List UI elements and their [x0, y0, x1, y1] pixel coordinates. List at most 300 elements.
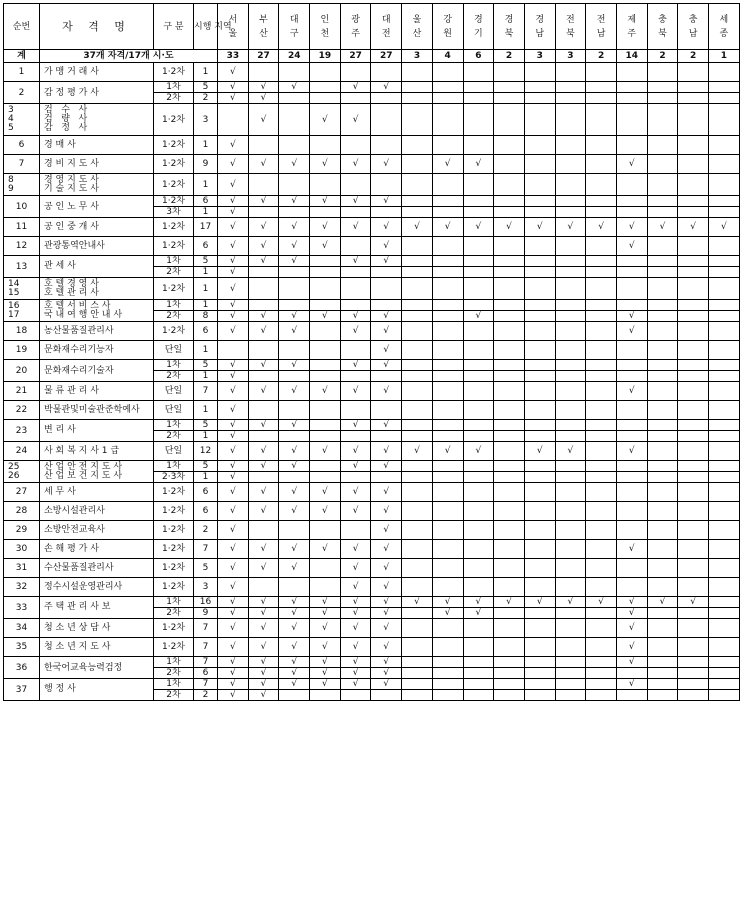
check-mark: √ — [310, 540, 341, 559]
row-name — [40, 104, 154, 136]
table-row — [4, 218, 740, 237]
check-mark: √ — [279, 559, 310, 578]
check-cell — [524, 371, 555, 382]
check-cell — [340, 371, 371, 382]
row-type: 2차 — [154, 93, 194, 104]
check-cell — [555, 559, 586, 578]
row-name: 주 택 관 리 사 보 — [40, 597, 154, 619]
check-mark: √ — [616, 218, 647, 237]
table-row — [4, 461, 740, 472]
check-cell — [555, 420, 586, 431]
check-cell — [555, 136, 586, 155]
city-char-bottom: 남 — [596, 28, 606, 39]
check-cell — [463, 196, 494, 207]
check-cell — [432, 341, 463, 360]
check-mark: √ — [218, 502, 249, 521]
row-name: 감 정 평 가 사 — [40, 82, 154, 104]
row-count: 9 — [194, 155, 218, 174]
check-cell — [709, 559, 740, 578]
check-mark: √ — [248, 597, 279, 608]
check-cell — [494, 472, 525, 483]
total-row — [4, 50, 740, 63]
check-cell — [678, 207, 709, 218]
check-cell — [494, 136, 525, 155]
check-mark: √ — [310, 483, 341, 502]
check-cell — [616, 207, 647, 218]
check-mark: √ — [524, 218, 555, 237]
check-mark: √ — [616, 638, 647, 657]
row-type: 2차 — [154, 311, 194, 322]
row-count: 8 — [194, 311, 218, 322]
check-cell — [709, 104, 740, 136]
check-cell — [555, 578, 586, 597]
check-cell — [402, 502, 433, 521]
check-mark: √ — [463, 218, 494, 237]
check-cell — [402, 63, 433, 82]
check-mark: √ — [432, 442, 463, 461]
row-type: 2차 — [154, 608, 194, 619]
row-count: 1 — [194, 207, 218, 218]
city-char-bottom: 종 — [719, 28, 729, 39]
check-cell — [494, 578, 525, 597]
check-cell — [678, 237, 709, 256]
city-char-top: 인 — [320, 14, 330, 25]
check-cell — [709, 521, 740, 540]
check-mark: √ — [218, 679, 249, 690]
check-mark: √ — [218, 521, 249, 540]
check-cell — [709, 341, 740, 360]
header-city — [524, 4, 555, 50]
row-count: 1 — [194, 300, 218, 311]
check-cell — [279, 278, 310, 300]
check-cell — [494, 207, 525, 218]
check-cell — [463, 472, 494, 483]
check-cell — [709, 483, 740, 502]
table-row — [4, 174, 740, 196]
check-cell — [402, 136, 433, 155]
name-line: 감 정 사 — [44, 123, 88, 133]
table-row — [4, 382, 740, 401]
table-row — [4, 401, 740, 420]
check-cell — [340, 278, 371, 300]
check-cell — [616, 278, 647, 300]
check-cell — [616, 401, 647, 420]
check-mark: √ — [218, 256, 249, 267]
check-cell — [616, 690, 647, 701]
check-mark: √ — [310, 657, 341, 668]
row-seq: 12 — [4, 237, 40, 256]
city-char-top: 강 — [443, 14, 452, 25]
row-type: 1·2차 — [154, 218, 194, 237]
check-cell — [494, 196, 525, 207]
table-row — [4, 578, 740, 597]
row-type: 1차 — [154, 300, 194, 311]
row-name: 공 인 노 무 사 — [40, 196, 154, 218]
check-cell — [678, 690, 709, 701]
city-char-bottom: 구 — [289, 28, 299, 39]
check-cell — [310, 431, 341, 442]
check-cell — [432, 63, 463, 82]
check-cell — [524, 196, 555, 207]
check-cell — [524, 483, 555, 502]
check-cell — [463, 657, 494, 668]
check-mark: √ — [248, 619, 279, 638]
table-row — [4, 679, 740, 690]
check-mark: √ — [218, 82, 249, 93]
check-cell — [647, 420, 678, 431]
check-mark: √ — [432, 608, 463, 619]
check-cell — [248, 371, 279, 382]
row-count: 1 — [194, 341, 218, 360]
check-mark: √ — [616, 155, 647, 174]
header-city — [616, 4, 647, 50]
total-value: 14 — [616, 50, 647, 63]
check-mark: √ — [310, 608, 341, 619]
check-mark: √ — [310, 155, 341, 174]
check-cell — [678, 382, 709, 401]
check-cell — [647, 638, 678, 657]
check-cell — [279, 300, 310, 311]
check-cell — [402, 578, 433, 597]
row-type: 단일 — [154, 401, 194, 420]
check-cell — [524, 382, 555, 401]
check-cell — [279, 63, 310, 82]
check-cell — [647, 322, 678, 341]
check-cell — [524, 401, 555, 420]
check-mark: √ — [248, 155, 279, 174]
check-cell — [678, 311, 709, 322]
check-cell — [709, 431, 740, 442]
check-cell — [524, 472, 555, 483]
header-city — [371, 4, 402, 50]
row-type: 1·2차 — [154, 136, 194, 155]
row-count: 2 — [194, 93, 218, 104]
header-type: 구 분 — [154, 4, 194, 50]
row-type: 2차 — [154, 668, 194, 679]
row-name: 세 무 사 — [40, 483, 154, 502]
check-cell — [586, 679, 617, 690]
check-cell — [586, 382, 617, 401]
row-name: 행 정 사 — [40, 679, 154, 701]
total-value: 2 — [586, 50, 617, 63]
check-cell — [279, 371, 310, 382]
row-type: 1·2차 — [154, 322, 194, 341]
check-cell — [310, 472, 341, 483]
header-count: 시행 지역 — [194, 4, 218, 50]
check-cell — [678, 82, 709, 93]
check-cell — [647, 690, 678, 701]
check-cell — [340, 690, 371, 701]
table-row — [4, 63, 740, 82]
row-count: 6 — [194, 668, 218, 679]
check-cell — [555, 472, 586, 483]
check-cell — [432, 521, 463, 540]
row-seq: 6 — [4, 136, 40, 155]
row-seq: 27 — [4, 483, 40, 502]
check-cell — [494, 502, 525, 521]
check-mark: √ — [248, 608, 279, 619]
check-mark: √ — [218, 540, 249, 559]
check-mark: √ — [340, 322, 371, 341]
row-type: 1차 — [154, 256, 194, 267]
check-cell — [432, 256, 463, 267]
check-cell — [432, 93, 463, 104]
check-mark: √ — [218, 63, 249, 82]
row-type: 1차 — [154, 597, 194, 608]
check-cell — [586, 578, 617, 597]
check-cell — [586, 472, 617, 483]
check-cell — [402, 196, 433, 207]
check-cell — [463, 431, 494, 442]
check-cell — [494, 401, 525, 420]
total-label: 37개 자격/17개 시·도 — [40, 50, 218, 63]
check-cell — [402, 267, 433, 278]
check-cell — [647, 461, 678, 472]
check-cell — [402, 174, 433, 196]
row-type: 1·2차 — [154, 196, 194, 207]
check-cell — [555, 93, 586, 104]
check-cell — [432, 311, 463, 322]
check-mark: √ — [218, 420, 249, 431]
check-cell — [310, 63, 341, 82]
check-mark: √ — [248, 218, 279, 237]
check-cell — [555, 431, 586, 442]
check-cell — [463, 237, 494, 256]
check-cell — [494, 311, 525, 322]
table-row — [4, 237, 740, 256]
check-cell — [402, 431, 433, 442]
row-seq: 10 — [4, 196, 40, 218]
check-cell — [647, 540, 678, 559]
check-cell — [371, 267, 402, 278]
check-cell — [463, 521, 494, 540]
check-cell — [586, 420, 617, 431]
seq-number: 4 — [8, 114, 14, 124]
row-seq: 23 — [4, 420, 40, 442]
check-cell — [402, 559, 433, 578]
check-mark: √ — [340, 502, 371, 521]
check-cell — [371, 690, 402, 701]
check-mark: √ — [218, 218, 249, 237]
check-mark: √ — [310, 668, 341, 679]
check-cell — [647, 401, 678, 420]
check-mark: √ — [340, 461, 371, 472]
check-cell — [524, 420, 555, 431]
check-cell — [586, 559, 617, 578]
row-name: 정수시설운영관리사 — [40, 578, 154, 597]
check-cell — [647, 341, 678, 360]
check-cell — [494, 82, 525, 93]
row-type: 3차 — [154, 207, 194, 218]
check-cell — [402, 420, 433, 431]
check-cell — [616, 63, 647, 82]
check-mark: √ — [310, 597, 341, 608]
row-count: 7 — [194, 540, 218, 559]
check-cell — [402, 382, 433, 401]
check-cell — [463, 668, 494, 679]
row-count: 16 — [194, 597, 218, 608]
check-cell — [463, 300, 494, 311]
check-cell — [279, 521, 310, 540]
check-cell — [432, 540, 463, 559]
check-mark: √ — [218, 638, 249, 657]
row-name: 소방시설관리사 — [40, 502, 154, 521]
name-line: 검 량 사 — [44, 114, 88, 124]
check-cell — [494, 540, 525, 559]
check-mark: √ — [340, 668, 371, 679]
check-cell — [494, 322, 525, 341]
check-mark: √ — [218, 311, 249, 322]
check-mark: √ — [340, 540, 371, 559]
check-mark: √ — [616, 679, 647, 690]
check-cell — [709, 502, 740, 521]
row-seq: 11 — [4, 218, 40, 237]
certification-table — [3, 3, 740, 701]
check-mark: √ — [586, 218, 617, 237]
check-cell — [402, 360, 433, 371]
check-mark: √ — [371, 608, 402, 619]
check-cell — [678, 668, 709, 679]
check-cell — [402, 657, 433, 668]
check-cell — [709, 401, 740, 420]
check-cell — [616, 578, 647, 597]
check-mark: √ — [310, 104, 341, 136]
row-name: 청 소 년 지 도 사 — [40, 638, 154, 657]
row-name: 한국어교육능력검정 — [40, 657, 154, 679]
check-cell — [586, 104, 617, 136]
check-cell — [463, 578, 494, 597]
check-cell — [432, 322, 463, 341]
table-row — [4, 322, 740, 341]
check-cell — [678, 578, 709, 597]
header-city — [432, 4, 463, 50]
row-seq — [4, 300, 40, 322]
total-value: 3 — [402, 50, 433, 63]
check-cell — [248, 521, 279, 540]
check-mark: √ — [218, 93, 249, 104]
check-cell — [279, 174, 310, 196]
row-seq: 2 — [4, 82, 40, 104]
check-mark: √ — [310, 196, 341, 207]
row-type: 단일 — [154, 442, 194, 461]
check-cell — [463, 483, 494, 502]
check-cell — [310, 559, 341, 578]
check-mark: √ — [371, 82, 402, 93]
check-cell — [494, 155, 525, 174]
check-cell — [524, 690, 555, 701]
check-cell — [463, 136, 494, 155]
check-mark: √ — [616, 597, 647, 608]
check-cell — [524, 174, 555, 196]
header-city — [709, 4, 740, 50]
check-cell — [555, 483, 586, 502]
check-cell — [463, 502, 494, 521]
row-type: 2·3차 — [154, 472, 194, 483]
check-cell — [463, 63, 494, 82]
city-char-top: 충 — [688, 14, 698, 25]
row-type: 1·2차 — [154, 174, 194, 196]
row-name: 경 매 사 — [40, 136, 154, 155]
total-value: 27 — [248, 50, 279, 63]
total-value: 27 — [340, 50, 371, 63]
row-type: 1·2차 — [154, 638, 194, 657]
check-cell — [524, 638, 555, 657]
check-mark: √ — [218, 136, 249, 155]
check-cell — [371, 136, 402, 155]
city-char-top: 경 — [535, 14, 545, 25]
row-type: 2차 — [154, 690, 194, 701]
check-cell — [709, 82, 740, 93]
check-cell — [709, 155, 740, 174]
row-seq: 32 — [4, 578, 40, 597]
check-cell — [709, 278, 740, 300]
check-mark: √ — [248, 483, 279, 502]
check-cell — [616, 420, 647, 431]
check-cell — [616, 136, 647, 155]
row-count: 12 — [194, 442, 218, 461]
check-cell — [248, 207, 279, 218]
check-cell — [524, 136, 555, 155]
check-mark: √ — [310, 679, 341, 690]
check-mark: √ — [340, 597, 371, 608]
check-cell — [586, 608, 617, 619]
check-cell — [494, 256, 525, 267]
check-cell — [678, 155, 709, 174]
check-cell — [647, 93, 678, 104]
check-cell — [555, 679, 586, 690]
check-mark: √ — [218, 155, 249, 174]
row-seq: 29 — [4, 521, 40, 540]
check-cell — [709, 597, 740, 608]
check-cell — [494, 237, 525, 256]
check-cell — [248, 174, 279, 196]
check-cell — [279, 578, 310, 597]
check-mark: √ — [340, 256, 371, 267]
row-name: 수산물품질관리사 — [40, 559, 154, 578]
city-char-bottom: 천 — [320, 28, 330, 39]
check-cell — [371, 472, 402, 483]
check-cell — [248, 300, 279, 311]
check-mark: √ — [218, 668, 249, 679]
check-mark: √ — [279, 597, 310, 608]
check-mark: √ — [248, 668, 279, 679]
check-cell — [586, 82, 617, 93]
check-cell — [678, 267, 709, 278]
check-cell — [555, 521, 586, 540]
check-cell — [310, 82, 341, 93]
check-mark: √ — [371, 322, 402, 341]
check-cell — [463, 278, 494, 300]
check-mark: √ — [248, 311, 279, 322]
header-city — [678, 4, 709, 50]
check-cell — [402, 521, 433, 540]
row-count: 5 — [194, 461, 218, 472]
check-cell — [616, 360, 647, 371]
check-mark: √ — [279, 382, 310, 401]
check-cell — [678, 638, 709, 657]
row-seq: 34 — [4, 619, 40, 638]
check-mark: √ — [340, 619, 371, 638]
check-cell — [310, 207, 341, 218]
table-row — [4, 196, 740, 207]
check-cell — [586, 136, 617, 155]
row-seq: 28 — [4, 502, 40, 521]
table-row — [4, 136, 740, 155]
check-cell — [279, 472, 310, 483]
check-cell — [402, 256, 433, 267]
row-count: 9 — [194, 608, 218, 619]
row-name: 사 회 복 지 사 1 급 — [40, 442, 154, 461]
